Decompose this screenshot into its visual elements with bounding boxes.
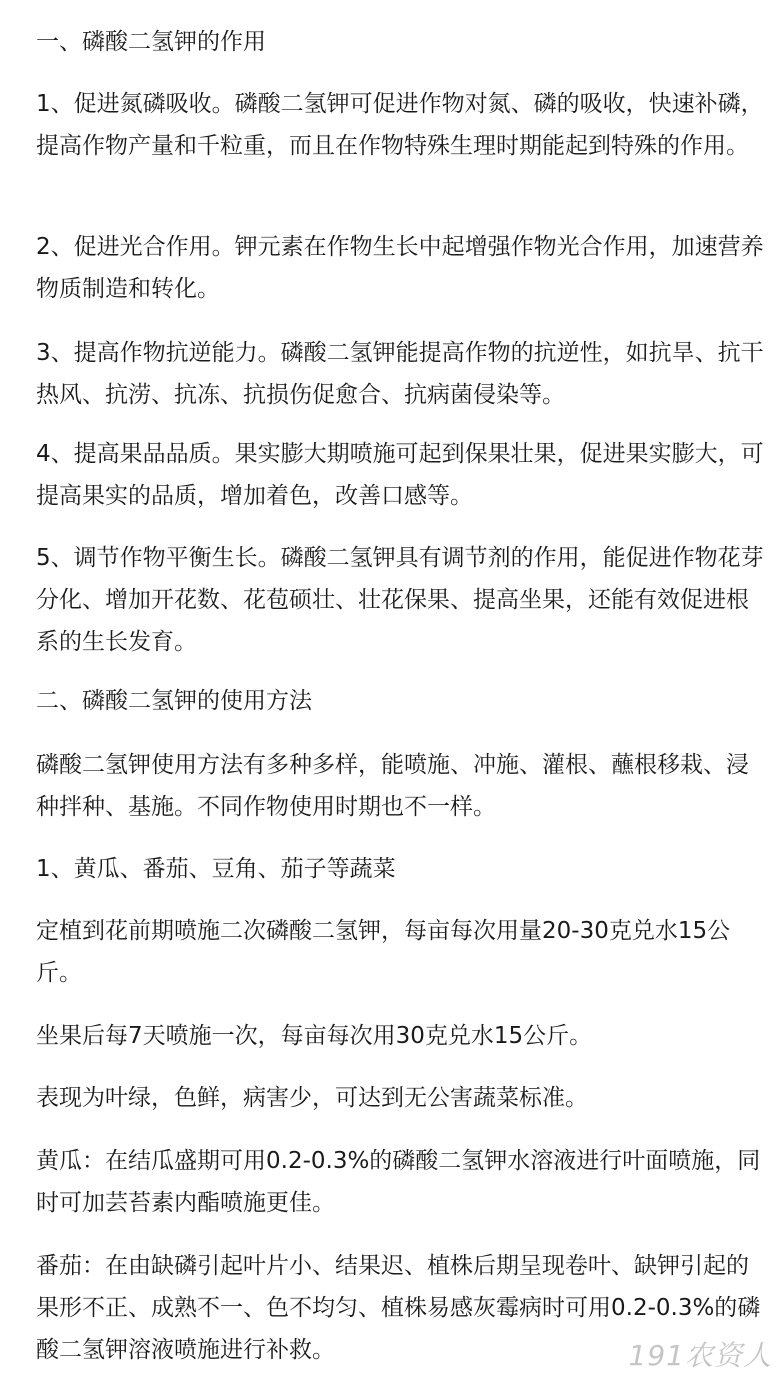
section-heading-effects: 一、磷酸二氢钾的作用 [36,29,266,55]
paragraph-after-fruit-set: 坐果后每7天喷施一次，每亩每次用30克兑水15公斤。 [36,1023,593,1049]
paragraph-planting-spray: 定植到花前期喷施二次磷酸二氢钾，每亩每次用量20-30克兑水15公斤。 [36,918,731,986]
watermark-logo: 191农资人 [628,1339,772,1372]
section-heading-usage: 二、磷酸二氢钾的使用方法 [36,688,312,714]
paragraph-fruit-quality: 4、提高果品品质。果实膨大期喷施可起到保果壮果，促进果实膨大，可提高果实的品质，增加着色，改善口感等。 [36,441,764,509]
paragraph-stress-resistance: 3、提高作物抗逆能力。磷酸二氢钾能提高作物的抗逆性，如抗旱、抗干热风、抗涝、抗冻、抗损伤促愈合、抗病菌侵染等。 [36,340,764,408]
paragraph-usage-methods: 磷酸二氢钾使用方法有多种多样，能喷施、冲施、灌根、蘸根移栽、浸种拌种、基施。不同作物使用时期也不一样。 [36,752,749,820]
paragraph-result: 表现为叶绿，色鲜，病害少，可达到无公害蔬菜标准。 [36,1085,588,1111]
paragraph-photosynthesis: 2、促进光合作用。钾元素在作物生长中起增强作物光合作用，加速营养物质制造和转化。 [36,234,764,302]
paragraph-cucumber: 黄瓜：在结瓜盛期可用0.2-0.3%的磷酸二氢钾水溶液进行叶面喷施，同时可加芸苔素内酯喷施更佳。 [36,1148,761,1216]
subheading-vegetables: 1、黄瓜、番茄、豆角、茄子等蔬菜 [36,856,396,882]
paragraph-balanced-growth: 5、调节作物平衡生长。磷酸二氢钾具有调节剂的作用，能促进作物花芽分化、增加开花数、花苞硕壮、壮花保果、提高坐果，还能有效促进根系的生长发育。 [36,545,764,655]
paragraph-nitrogen-phosphorus: 1、促进氮磷吸收。磷酸二氢钾可促进作物对氮、磷的吸收，快速补磷，提高作物产量和千粒重，而且在作物特殊生理时期能起到特殊的作用。 [36,91,764,159]
paragraph-tomato: 番茄：在由缺磷引起叶片小、结果迟、植株后期呈现卷叶、缺钾引起的果形不正、成熟不一、色不均匀、植株易感灰霉病时可用0.2-0.3%的磷酸二氢钾溶液喷施进行补救。 [36,1253,761,1363]
